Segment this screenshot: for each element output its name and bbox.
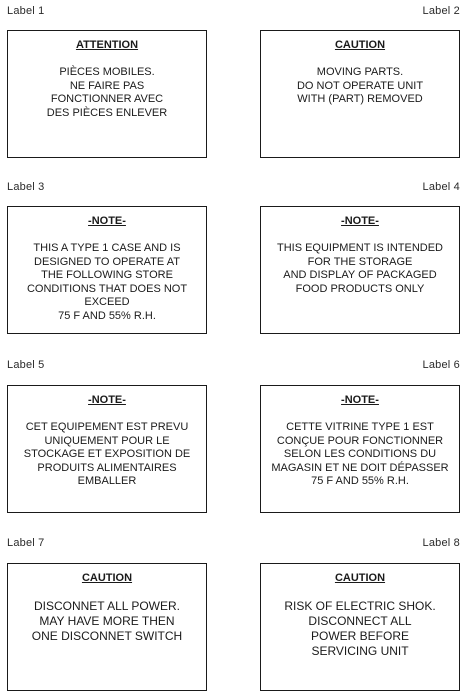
label-7-card xyxy=(7,563,207,691)
label-2-card xyxy=(260,30,460,158)
label-2-text: MOVING PARTS. DO NOT OPERATE UNIT WITH (PART) REMOVED xyxy=(296,66,424,105)
label-1-title: ATTENTION xyxy=(75,39,139,51)
label-5-text: CET EQUIPEMENT EST PREVU UNIQUEMENT POUR LE STOCKAGE ET EXPOSITION DE PRODUITS ALIMENTAIRES EMBALLER xyxy=(23,421,191,487)
label-8-text: RISK OF ELECTRIC SHOK. DISCONNECT ALL POWER BEFORE SERVICING UNIT xyxy=(284,599,436,658)
label-1-tag: Label 1 xyxy=(7,5,45,17)
label-3-title: -NOTE- xyxy=(88,215,126,227)
label-1-card xyxy=(7,30,207,158)
label-6-card xyxy=(260,385,460,513)
label-8-tag: Label 8 xyxy=(422,537,460,549)
label-5-card xyxy=(7,385,207,513)
label-3-card xyxy=(7,206,207,334)
label-7-tag: Label 7 xyxy=(7,537,45,549)
label-5-tag: Label 5 xyxy=(7,359,45,371)
label-3-text: THIS A TYPE 1 CASE AND IS DESIGNED TO OPERATE AT THE FOLLOWING STORE CONDITIONS THAT DOES NOT EXCEED 75 F AND 55% R.H. xyxy=(26,242,188,322)
label-6-title: -NOTE- xyxy=(341,394,379,406)
label-1-text: PIÈCES MOBILES. NE FAIRE PAS FONCTIONNER AVEC DES PIÈCES ENLEVER xyxy=(46,66,168,119)
label-8-title: CAUTION xyxy=(334,572,386,584)
label-6-text: CETTE VITRINE TYPE 1 EST CONÇUE POUR FONCTIONNER SELON LES CONDITIONS DU MAGASIN ET NE DOIT DÉPASSER 75 F AND 55% R.H. xyxy=(271,421,449,487)
label-4-title: -NOTE- xyxy=(341,215,379,227)
label-7-title: CAUTION xyxy=(81,572,133,584)
label-8-card xyxy=(260,563,460,691)
label-2-tag: Label 2 xyxy=(422,5,460,17)
label-4-tag: Label 4 xyxy=(422,181,460,193)
label-2-title: CAUTION xyxy=(334,39,386,51)
label-3-tag: Label 3 xyxy=(7,181,45,193)
label-4-card xyxy=(260,206,460,334)
label-4-text: THIS EQUIPMENT IS INTENDED FOR THE STORAGE AND DISPLAY OF PACKAGED FOOD PRODUCTS ONLY xyxy=(276,242,444,295)
label-6-tag: Label 6 xyxy=(422,359,460,371)
label-5-title: -NOTE- xyxy=(88,394,126,406)
label-7-text: DISCONNET ALL POWER. MAY HAVE MORE THEN ONE DISCONNET SWITCH xyxy=(31,599,183,643)
